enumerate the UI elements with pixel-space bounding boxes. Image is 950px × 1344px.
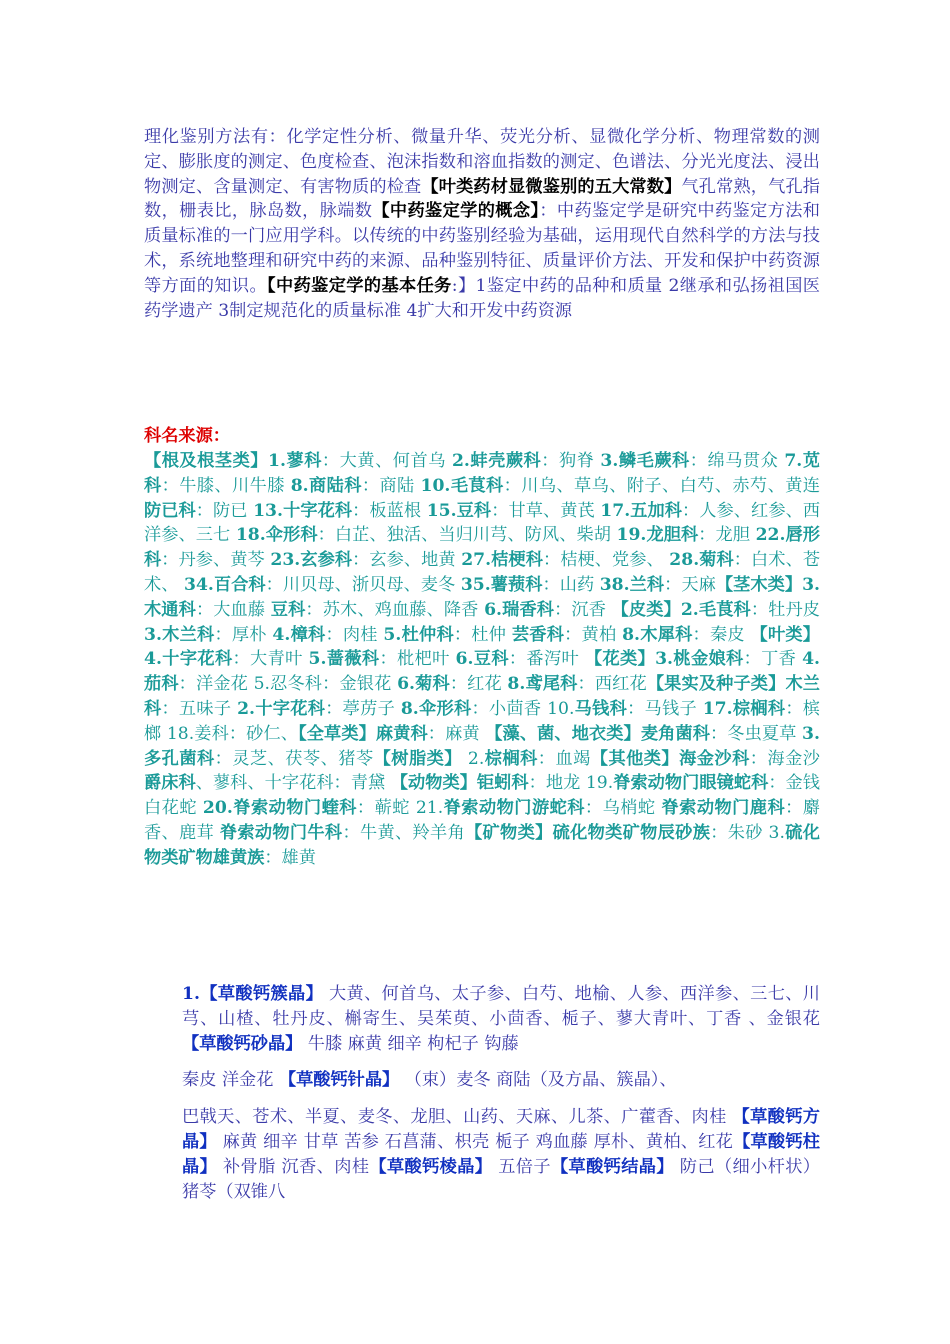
family-name: 棕榈科: [484, 748, 538, 769]
drug-list: ：地龙 19.: [528, 773, 614, 794]
drug-list: ：桔梗、党参、: [542, 550, 670, 571]
family-name: 【果实及种子类】木兰科: [144, 674, 820, 719]
family-name: 脊索动物门眼镜蛇科: [613, 773, 769, 794]
drug-list: ：麻黄: [427, 723, 486, 744]
drug-list: 、蓼科、十字花科：青黛: [195, 773, 391, 794]
family-name: 爵床科: [144, 773, 196, 794]
drug-list: ：板蓝根: [352, 500, 427, 521]
family-name: 8.伞形科: [400, 698, 472, 719]
drug-list: ：红花: [449, 674, 508, 695]
family-name: 6.菊科: [397, 674, 450, 695]
family-name: 35.薯蓣科: [460, 574, 543, 595]
drug-list: ：大黄、何首乌: [321, 451, 452, 471]
calcium-oxalate-paragraph: [182, 982, 820, 1204]
family-name: 【动物类】钜蚓科: [390, 773, 529, 794]
drug-list: ：玄参、地黄: [352, 550, 462, 571]
drug-list: ：龙胆: [698, 525, 756, 546]
drug-list: 2.: [461, 748, 485, 769]
crystal-drug-list: （束）麦冬 商陆（及方晶、簇晶）、: [399, 1070, 677, 1091]
drug-list: ：杜仲: [453, 624, 512, 645]
crystal-type: 1.【草酸钙簇晶】: [182, 984, 324, 1004]
family-name: 20.脊索动物门蝰科: [202, 798, 357, 819]
drug-list: ：丹参、黄芩: [161, 550, 271, 571]
family-name: 2.十字花科: [237, 698, 326, 719]
family-name: 34.百合科: [184, 574, 266, 595]
line-gap: [182, 1056, 820, 1068]
family-name: 防已科: [144, 500, 196, 521]
family-name: 脊索动物门游蛇科: [443, 798, 585, 819]
drug-list: ：防已: [195, 500, 254, 521]
drug-list: ：灵芝、茯苓、猪苓: [214, 748, 374, 769]
drug-list: ：沉香: [554, 599, 612, 620]
family-name: 马钱科: [574, 698, 628, 719]
drug-list: ：枇杷叶: [379, 649, 456, 670]
concept-text: ：中药鉴定学是研究中药鉴定方法和质量标准的一门应用学科。以传统的中药鉴别经验为基础，运用现代自然科学的方法与技术，系统地整理和研究中药的来源、品种鉴别特征、质量评价方法、开发和保护中药资源等方面的知识。: [144, 201, 820, 296]
family-name: 13.十字花科: [253, 500, 353, 521]
family-name: 8.木犀科: [622, 624, 693, 645]
family-name: 【叶类】4.十字花科: [144, 624, 820, 670]
drug-list: ：槟榔 18.姜科：砂仁、: [144, 698, 820, 744]
family-source-title: 科名来源：: [144, 426, 230, 446]
family-name: 22.唇形科: [144, 525, 820, 571]
family-name: 23.玄参科: [270, 550, 353, 571]
drug-list: ：人参、红参、西洋参、三七: [144, 500, 821, 546]
family-name: 18.伞形科: [235, 525, 318, 546]
crystal-drug-list: 防己（细小杆状） 猪苓（双锥八: [182, 1156, 820, 1202]
family-name: 6.豆科: [455, 649, 509, 670]
crystal-drug-list: 补骨脂 沉香、肉桂: [217, 1156, 370, 1177]
family-source-paragraph: [144, 449, 820, 871]
drug-list: ：牡丹皮: [750, 599, 820, 620]
crystal-drug-list: 巴戟天、苍术、半夏、麦冬、龙胆、山药、天麻、儿茶、广藿香、肉桂: [182, 1107, 733, 1128]
drug-list: ：五味子: [161, 698, 238, 719]
drug-list: ：商陆: [361, 475, 421, 496]
crystal-type: 【草酸钙方晶】: [182, 1107, 820, 1152]
drug-list: ：白芷、独活、当归川芎、防风、柴胡: [317, 525, 617, 546]
family-name: 豆科: [270, 599, 306, 620]
drug-list: ：白术、苍术、: [144, 550, 821, 595]
family-name: 【花类】3.桃金娘科: [584, 649, 744, 670]
crystal-type: 【草酸钙针晶】: [278, 1070, 400, 1091]
family-name: 28.菊科: [669, 550, 734, 571]
drug-list: ：秦皮: [692, 624, 751, 645]
family-name: 4.茄科: [144, 649, 821, 695]
drug-list: ：苏木、鸡血藤、降香: [305, 599, 485, 620]
leaf-constants-text: 气孔常熟，气孔指数，栅表比，脉岛数，脉端数: [144, 176, 820, 222]
line-gap: [182, 1093, 820, 1105]
family-name: 芸香科: [511, 624, 565, 645]
family-name: 6.瑞香科: [484, 599, 555, 620]
family-name: 19.龙胆科: [616, 525, 699, 546]
crystal-drug-list: 大黄、何首乌、太子参、白芍、地榆、人参、西洋参、三七、川芎、山楂、牡丹皮、槲寄生、吴茱萸、小茴香、栀子、蓼大青叶、丁香 、金银花: [182, 984, 820, 1029]
drug-list: ：雄黄: [264, 847, 316, 868]
family-name: 【其他类】海金沙科: [590, 748, 750, 769]
drug-list: ：小茴香 10.: [471, 698, 575, 719]
task-heading: 【中药鉴定学的基本任务: [267, 275, 452, 296]
drug-list: ：丁香: [743, 649, 803, 670]
drug-list: ：乌梢蛇: [584, 798, 662, 819]
family-name: 【全草类】麻黄科: [298, 723, 428, 744]
crystal-drug-list: 五倍子: [492, 1156, 551, 1177]
family-name: 8.鸢尾科: [507, 674, 578, 695]
crystal-type: 【草酸钙砂晶】: [182, 1033, 303, 1054]
family-name: 8.商陆科: [290, 475, 362, 496]
family-name: 2.蚌壳蕨科: [451, 451, 542, 471]
family-name: 【茎木类】3.木通科: [144, 574, 821, 620]
leaf-constants-heading: 【叶类药材显微鉴别的五大常数】: [421, 176, 682, 197]
family-name: 【皮类】2.毛茛科: [611, 599, 751, 620]
drug-list: ：血竭: [537, 748, 591, 769]
family-name: 【藻、菌、地衣类】麦角菌科: [485, 723, 711, 744]
family-name: 【根及根茎类】1.蓼科: [144, 451, 322, 471]
drug-list: ：冬虫夏草: [710, 723, 803, 744]
family-name: 5.杜仲科: [383, 624, 454, 645]
intro-text: 理化鉴别方法有：化学定性分析、微量升华、荧光分析、显微化学分析、物理常数的测定、膨胀度的测定、色度检查、泡沫指数和溶血指数的测定、色谱法、分光光度法、浸出物测定、含量测定、有害物质的检查: [144, 127, 820, 197]
crystal-drug-list: 麻黄 细辛 甘草 苦参 石菖蒲、枳壳 栀子 鸡血藤 厚朴、黄柏、红花: [216, 1131, 734, 1152]
drug-list: ：山药: [542, 574, 600, 595]
crystal-type: 【草酸钙柱晶】: [182, 1131, 820, 1177]
drug-list: ：牛膝、川牛膝: [161, 475, 291, 496]
crystal-type: 【草酸钙棱晶】: [369, 1156, 493, 1177]
family-name: 【矿物类】硫化物类矿物辰砂族: [465, 822, 711, 843]
family-name: 15.豆科: [426, 500, 492, 521]
drug-list: ：西红花: [577, 674, 647, 695]
task-heading-end: :】: [451, 275, 476, 296]
drug-list: ：马钱子: [627, 698, 703, 719]
family-name: 3.鳞毛蕨科: [600, 451, 690, 471]
drug-list: ：蕲蛇 21.: [356, 798, 444, 819]
family-name: 脊索动物门鹿科: [661, 798, 786, 819]
drug-list: ：黄柏: [564, 624, 623, 645]
family-name: 脊索动物门牛科: [219, 822, 343, 843]
drug-list: ：牛黄、羚羊角: [342, 822, 466, 843]
drug-list: ：番泻叶: [508, 649, 585, 670]
drug-list: ：金钱白花蛇: [144, 773, 820, 819]
family-name: 3.木兰科: [144, 624, 215, 645]
methods-paragraph: [144, 125, 820, 323]
family-name: 5.蔷薇科: [308, 649, 380, 670]
drug-list: ：海金沙: [749, 748, 820, 769]
drug-list: ：麝香、鹿茸: [144, 798, 820, 843]
task-text: 1鉴定中药的品种和质量 2继承和弘扬祖国医药学遗产 3制定规范化的质量标准 4扩大和开发中药资源: [144, 275, 820, 321]
drug-list: ：狗脊: [541, 451, 601, 471]
drug-list: ：厚朴: [214, 624, 273, 645]
drug-list: ：甘草、黄芪: [491, 500, 601, 521]
family-name: 7.苋科: [144, 451, 821, 496]
drug-list: ：川乌、草乌、附子、白芍、赤芍、黄连: [503, 475, 820, 496]
drug-list: ：绵马贯众: [689, 451, 785, 471]
drug-list: ：肉桂: [325, 624, 384, 645]
family-name: 10.毛茛科: [420, 475, 504, 496]
drug-list: ：大青叶: [232, 649, 309, 670]
drug-list: ：朱砂 3.: [710, 822, 785, 843]
family-name: 3.多孔菌科: [144, 723, 820, 769]
family-name: 17.棕榈科: [702, 698, 786, 719]
concept-heading: 【中药鉴定学的概念】: [372, 201, 540, 222]
family-name: 【树脂类】: [373, 748, 462, 769]
crystal-type: 【草酸钙结晶】: [550, 1156, 674, 1177]
crystal-drug-list: 秦皮 洋金花: [182, 1070, 279, 1091]
family-name: 硫化物类矿物雄黄族: [144, 822, 820, 868]
family-name: 17.五加科: [600, 500, 683, 521]
drug-list: ：天麻: [664, 574, 716, 595]
crystal-drug-list: 牛膝 麻黄 细辛 枸杞子 钩藤: [302, 1033, 519, 1054]
family-name: 4.樟科: [272, 624, 326, 645]
drug-list: ：洋金花 5.忍冬科：金银花: [178, 674, 398, 695]
family-name: 27.桔梗科: [461, 550, 543, 571]
drug-list: ：大血藤: [195, 599, 271, 620]
drug-list: ：葶苈子: [325, 698, 401, 719]
family-name: 38.兰科: [599, 574, 665, 595]
drug-list: ：川贝母、浙贝母、麦冬: [265, 574, 461, 595]
